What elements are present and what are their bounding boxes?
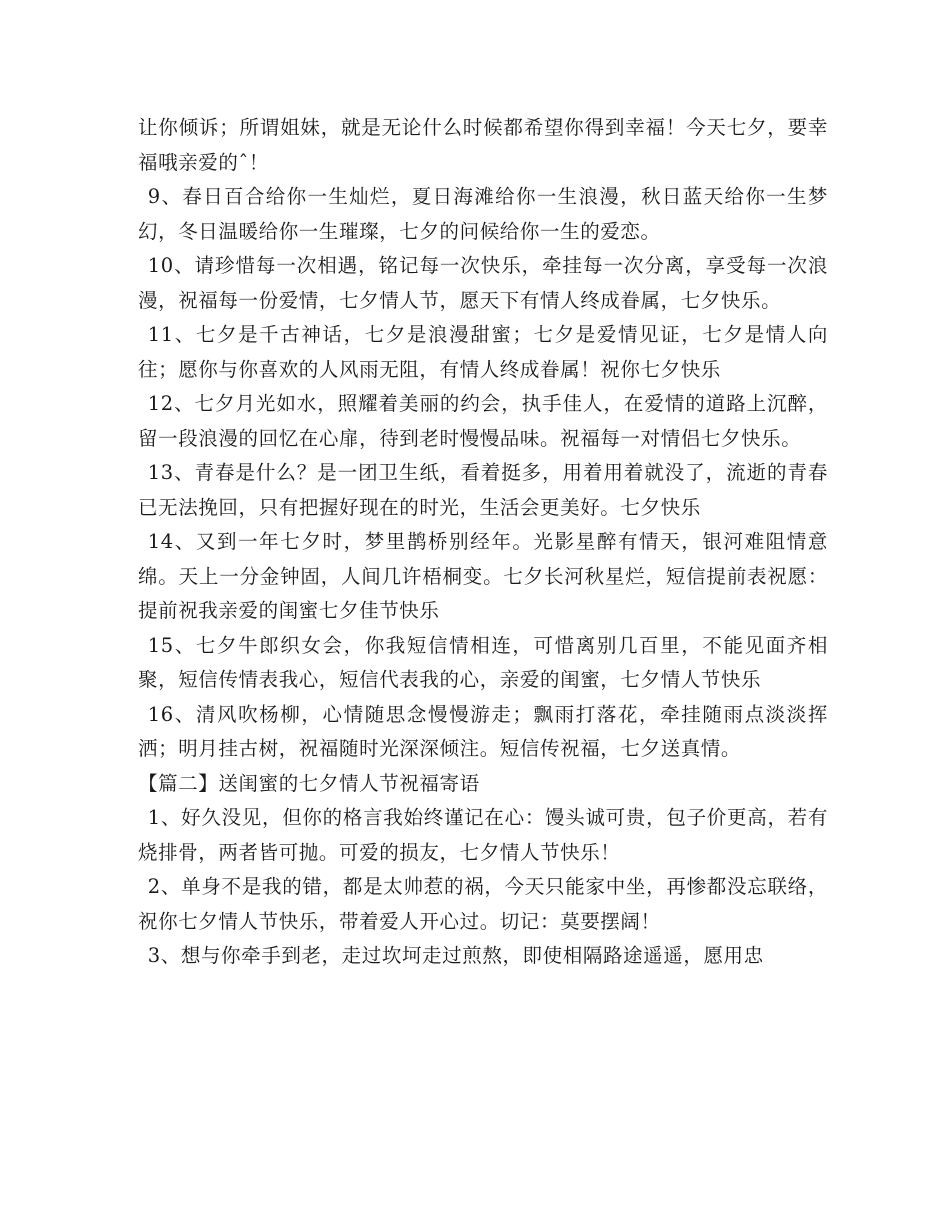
paragraph-continuation: 让你倾诉；所谓姐妹，就是无论什么时候都希望你得到幸福！今天七夕，要幸福哦亲爱的ˆ！ (138, 116, 828, 174)
paragraph-item-15: 15、七夕牛郎织女会，你我短信情相连，可惜离别几百里，不能见面齐相聚，短信传情表我心，短信代表我的心，亲爱的闺蜜，七夕情人节快乐 (138, 633, 828, 691)
paragraph-item-11: 11、七夕是千古神话，七夕是浪漫甜蜜；七夕是爱情见证，七夕是情人向往；愿你与你喜欢的人风雨无阻，有情人终成眷属！祝你七夕快乐 (138, 323, 828, 381)
section-paragraph-item-2: 2、单身不是我的错，都是太帅惹的祸，今天只能家中坐，再惨都没忘联络，祝你七夕情人节快乐，带着爱人开心过。切记：莫要摆阔！ (138, 875, 828, 933)
section-paragraph-item-3: 3、想与你牵手到老，走过坎坷走过煎熬，即使相隔路途遥遥，愿用忠 (147, 944, 764, 967)
section-heading: 【篇二】送闺蜜的七夕情人节祝福寄语 (138, 771, 480, 795)
paragraph-item-16: 16、清风吹杨柳，心情随思念慢慢游走；飘雨打落花，牵挂随雨点淡淡挥洒；明月挂古树，祝福随时光深深倾注。短信传祝福，七夕送真情。 (138, 702, 828, 760)
paragraph-item-14: 14、又到一年七夕时，梦里鹊桥别经年。光影星醉有情天，银河难阻情意绵。天上一分金钟固，人间几许梧桐变。七夕长河秋星烂，短信提前表祝愿：提前祝我亲爱的闺蜜七夕佳节快乐 (138, 530, 828, 622)
paragraph-item-10: 10、请珍惜每一次相遇，铭记每一次快乐，牵挂每一次分离，享受每一次浪漫，祝福每一份爱情，七夕情人节，愿天下有情人终成眷属，七夕快乐。 (138, 254, 828, 312)
paragraph-item-12: 12、七夕月光如水，照耀着美丽的约会，执手佳人，在爱情的道路上沉醉，留一段浪漫的回忆在心扉，待到老时慢慢品味。祝福每一对情侣七夕快乐。 (138, 392, 828, 450)
section-paragraph-item-1: 1、好久没见，但你的格言我始终谨记在心：馒头诚可贵，包子价更高，若有烧排骨，两者皆可抛。可爱的损友，七夕情人节快乐！ (138, 806, 828, 864)
paragraph-item-13: 13、青春是什么？是一团卫生纸，看着挺多，用着用着就没了，流逝的青春已无法挽回，只有把握好现在的时光，生活会更美好。七夕快乐 (138, 461, 828, 519)
document-page (138, 111, 828, 974)
paragraph-item-9: 9、春日百合给你一生灿烂，夏日海滩给你一生浪漫，秋日蓝天给你一生梦幻，冬日温暖给你一生璀璨，七夕的问候给你一生的爱恋。 (138, 185, 828, 243)
